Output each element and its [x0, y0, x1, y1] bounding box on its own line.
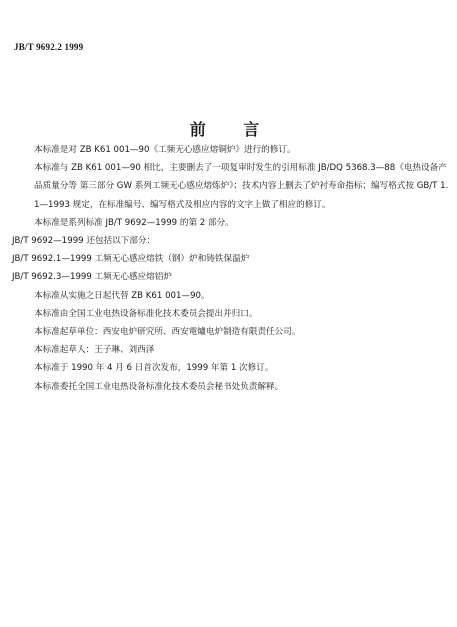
paragraph-12: 本标准委托全国工业电热设备标准化技术委员会秘书处负责解释。: [34, 381, 284, 392]
foreword-body: [12, 141, 452, 396]
standard-number-header: JB/T 9692.2 1999: [14, 42, 84, 52]
paragraph-3: 本标准是系列标准 JB/T 9692—1999 的第 2 部分。: [34, 217, 234, 228]
section-title: 前 言: [189, 120, 276, 139]
paragraph-10: 本标准起草人：王子琳、刘西泽: [34, 345, 155, 356]
paragraph-4: JB/T 9692—1999 还包括以下部分：: [12, 236, 156, 247]
paragraph-1: 本标准是对 ZB K61 001—90《工频无心感应熔铜炉》进行的修订。: [34, 145, 296, 155]
paragraph-11: 本标准于 1990 年 4 月 6 日首次发布，1999 年第 1 次修订。: [34, 363, 274, 374]
paragraph-9: 本标准起草单位：西安电炉研究所、西安電爐电炉制造有限责任公司。: [34, 327, 301, 338]
paragraph-2: 本标准与 ZB K61 001—90 相比，主要删去了一项复审时发生的引用标准 JB/DQ 5368.3—88《电热设备产品质量分等 第三部分 GW 系列工频无心感应熔炼炉》；技术内容上删去了炉衬寿命指标；编写格式按 GB/T 1.1—1993 规定，在标准编号、编写格式及相应内容的文字上做了相应的修订。: [34, 163, 449, 210]
paragraph-5: JB/T 9692.1—1999 工频无心感应熔铁（钢）炉和铸铁保温炉: [12, 254, 250, 265]
paragraph-8: 本标准由全国工业电热设备标准化技术委员会提出并归口。: [34, 308, 258, 319]
paragraph-7: 本标准从实施之日起代替 ZB K61 001—90。: [34, 290, 210, 301]
paragraph-6: JB/T 9692.3—1999 工频无心感应熔铝炉: [12, 272, 172, 283]
